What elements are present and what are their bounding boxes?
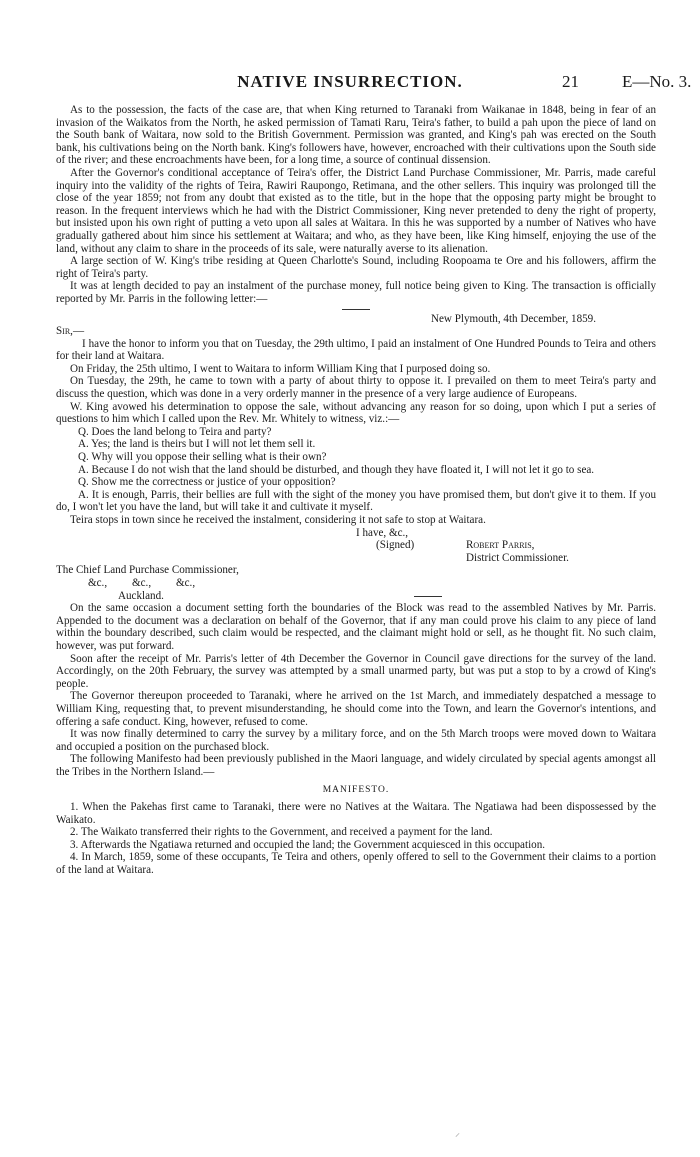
page-title: NATIVE INSURRECTION.	[237, 72, 463, 91]
signed-label: (Signed)	[376, 539, 415, 552]
addressee: The Chief Land Purchase Commissioner,	[56, 564, 239, 577]
paragraph: It was now finally determined to carry the survey by a military force, and on the 5th March troops were moved down to Waitara and occupied a position on the purchased block.	[56, 728, 656, 753]
signer-title: District Commissioner.	[466, 551, 569, 564]
section-rule	[414, 596, 442, 597]
document-series: E—No. 3.	[622, 72, 692, 91]
page-header	[0, 72, 700, 96]
signer-name: Robert Parris,	[466, 539, 535, 552]
paragraph: On the same occasion a document setting forth the boundaries of the Block was read to the assembled Natives by Mr. Parris. Appended to the document was a declaration on behalf of the Governor, that if any man could prove his claim to any piece of land within the boundary described, such claim would be respected, and the claimant might hold or sell, as he thought fit. No such claim, however, was put forward.	[56, 602, 656, 652]
paragraph: It was at length decided to pay an instalment of the purchase money, full notice being given to King. The transaction is officially reported by Mr. Parris in the following letter:—	[56, 280, 656, 305]
answer: A. Yes; the land is theirs but I will not let them sell it.	[78, 438, 316, 451]
answer: A. It is enough, Parris, their bellies are full with the sight of the money you have promised them, but don't give it to them. If you do, I won't let you have the land, but will take it and cultivate it myself.	[56, 488, 656, 514]
letter-paragraph: On Tuesday, the 29th, he came to town with a party of about thirty to oppose it. I prevailed on them to meet Teira's party and discuss the question, which was done in a very orderly manner in the presence of a very large audience of Europeans.	[56, 375, 656, 401]
question: Q. Show me the correctness or justice of your opposition?	[78, 476, 336, 489]
question: Q. Does the land belong to Teira and party?	[78, 425, 272, 438]
letter-paragraph: I have the honor to inform you that on Tuesday, the 29th ultimo, I paid an instalment of One Hundred Pounds to Teira and others for their land at Waitara.	[56, 337, 656, 363]
page-number: 21	[562, 72, 579, 91]
paragraph: A large section of W. King's tribe residing at Queen Charlotte's Sound, including Roopoama te Ore and his followers, affirm the right of Teira's party.	[56, 255, 656, 280]
manifesto-heading: MANIFESTO.	[322, 785, 390, 796]
letter-paragraph: W. King avowed his determination to oppose the sale, without advancing any reason for so doing, upon which I put a series of questions to him which I called upon the Rev. Mr. Whitely to witness, viz.:—	[56, 400, 656, 426]
answer: A. Because I do not wish that the land should be disturbed, and though they have floated it, I will not let it go to sea.	[78, 463, 595, 476]
question: Q. Why will you oppose their selling what is their own?	[78, 451, 327, 464]
addressee-etc	[56, 577, 656, 590]
manifesto-item: 1. When the Pakehas first came to Taranaki, there were no Natives at the Waitara. The Ngatiawa had been dispossessed by the Waikato.	[56, 801, 656, 826]
etc-2: &c.,	[132, 576, 152, 589]
letter-paragraph: Teira stops in town since he received the instalment, considering it not safe to stop at Waitara.	[70, 514, 486, 526]
signature-block	[356, 527, 656, 565]
letter-paragraph: On Friday, the 25th ultimo, I went to Waitara to inform William King that I purposed doing so.	[70, 362, 491, 375]
paragraph: Soon after the receipt of Mr. Parris's letter of 4th December the Governor in Council gave directions for the survey of the land. Accordingly, on the 20th February, the survey was attempted by a small unarmed party, but was put a stop to by a crowd of King's people.	[56, 652, 656, 690]
etc-3: &c.,	[176, 576, 196, 589]
etc-1: &c.,	[88, 576, 108, 589]
manifesto-item: 2. The Waikato transferred their rights to the Government, and received a payment for the land.	[70, 826, 493, 839]
paragraph: As to the possession, the facts of the case are, that when King returned to Taranaki from Waikanae in 1848, being in fear of an invasion of the Waikatos from the North, he asked permission of Tamati Raru, Teira's father, to build a pah upon the piece of land on the South bank of Waitara, now sold to the British Government. Permission was granted, and King's pah was erected on the South bank, his cultivations being on the North bank. King's followers have, however, encroached with their cultivations upon the South side of the river; and these encroachments have been, for a long time, a source of continual dissension.	[56, 104, 656, 167]
paragraph: After the Governor's conditional acceptance of Teira's offer, the District Land Purchase Commissioner, Mr. Parris, made careful inquiry into the validity of the rights of Teira, Rawiri Raupongo, Retimana, and the other sellers. This inquiry was prolonged till the close of the year 1859; not from any doubt that existed as to the title, but in the hope that the opposing party might be brought to reason. In the frequent interviews which he had with the District Commissioner, King never pretended to deny the right of property, but insisted upon his own right of putting a veto upon all sales at Waitara. In this he was supported by a number of Natives who have gradually gathered about him since his settlement at Waitara; and who, as they have been, like King himself, enjoying the use of the land, without any claim to share in the proceeds of its sale, were naturally averse to its alienation.	[56, 166, 656, 255]
letter-closing: I have, &c.,	[356, 526, 409, 539]
signed-line	[356, 539, 656, 552]
section-rule	[342, 309, 370, 310]
manifesto-item: 4. In March, 1859, some of these occupants, Te Teira and others, openly offered to sell to the Government their claims to a portion of the land at Waitara.	[56, 851, 656, 877]
addressee-city: Auckland.	[56, 590, 656, 603]
paragraph: The following Manifesto had been previously published in the Maori language, and widely circulated by special agents amongst all the Tribes in the Northern Island.—	[56, 753, 656, 778]
footer-mark: ⸝	[455, 1128, 460, 1139]
paragraph: The Governor thereupon proceeded to Taranaki, where he arrived on the 1st March, and immediately despatched a message to William King, requesting that, to prevent misunderstanding, he should come into the Town, and learn the Governor's intentions, and offering a safe conduct. King, however, refused to come.	[56, 690, 656, 728]
manifesto-item: 3. Afterwards the Ngatiawa returned and occupied the land; the Government acquiesced in this occupation.	[70, 838, 546, 851]
letter-salutation: Sir,—	[56, 325, 85, 338]
document-body	[56, 104, 656, 877]
letter-date: New Plymouth, 4th December, 1859.	[430, 312, 596, 325]
